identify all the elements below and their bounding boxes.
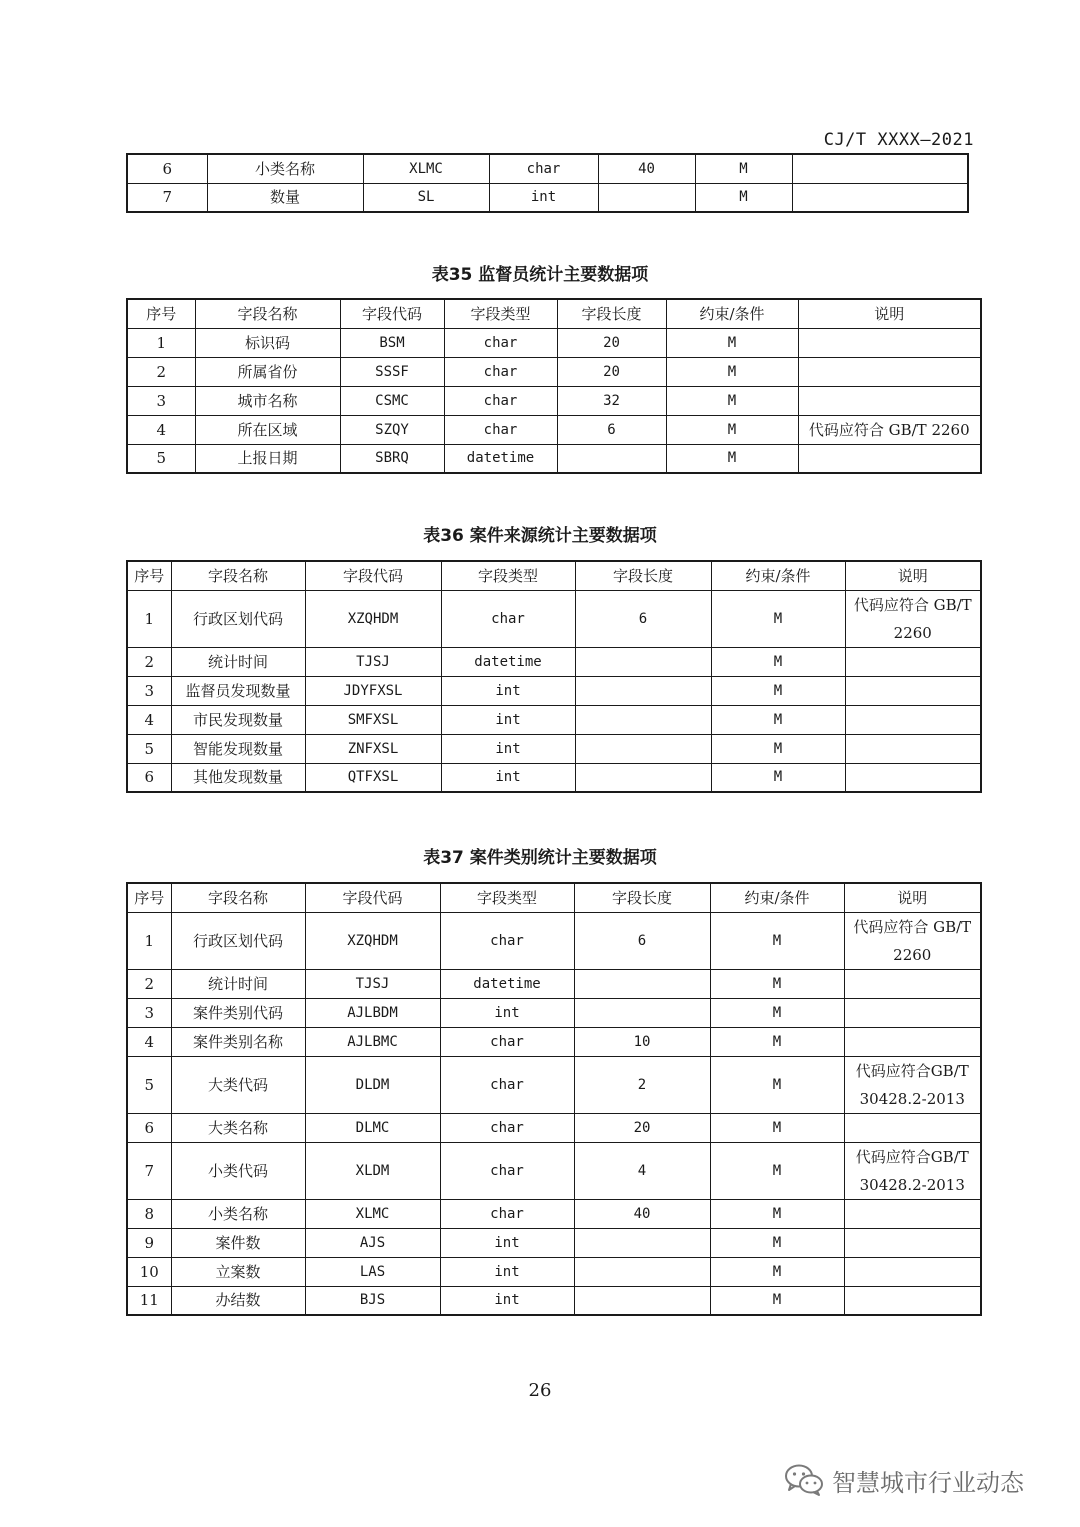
cell-field-type: int <box>441 734 575 763</box>
cell-field-code: LAS <box>305 1257 440 1286</box>
cell-field-length: 20 <box>574 1113 710 1142</box>
cell-seq: 5 <box>127 444 195 473</box>
cell-field-type: char <box>440 1027 574 1056</box>
cell-constraint: M <box>710 1228 844 1257</box>
cell-seq: 3 <box>127 386 195 415</box>
cell-field-code: SBRQ <box>340 444 444 473</box>
table35-body <box>127 328 981 473</box>
cell-constraint: M <box>711 590 845 647</box>
cell-note <box>844 1199 981 1228</box>
cell-field-length: 6 <box>557 415 666 444</box>
cell-field-type: char <box>444 386 557 415</box>
cell-field-length <box>575 647 711 676</box>
column-header: 约束/条件 <box>711 561 845 590</box>
cell-field-type: int <box>440 1228 574 1257</box>
cell-constraint: M <box>666 357 798 386</box>
cell-seq: 9 <box>127 1228 171 1257</box>
cell-constraint: M <box>695 154 792 183</box>
cell-field-type: int <box>440 1286 574 1315</box>
table-row <box>127 386 981 415</box>
cell-seq: 1 <box>127 912 171 969</box>
cell-field-name: 行政区划代码 <box>171 912 305 969</box>
cell-field-code: SSSF <box>340 357 444 386</box>
column-header: 字段名称 <box>195 299 340 328</box>
cell-seq: 4 <box>127 705 171 734</box>
cell-constraint: M <box>711 734 845 763</box>
cell-constraint: M <box>711 647 845 676</box>
cell-constraint: M <box>710 969 844 998</box>
table35-caption: 表35 监督员统计主要数据项 <box>431 265 649 285</box>
table-row <box>127 912 981 969</box>
column-header: 字段名称 <box>171 561 305 590</box>
cell-note <box>798 444 981 473</box>
cell-note <box>844 998 981 1027</box>
cell-field-name: 大类代码 <box>171 1056 305 1113</box>
cell-field-name: 行政区划代码 <box>171 590 305 647</box>
cell-field-length <box>574 969 710 998</box>
table37-header <box>127 883 981 912</box>
column-header: 约束/条件 <box>666 299 798 328</box>
cell-field-length: 6 <box>575 590 711 647</box>
table-row <box>127 647 981 676</box>
table-row <box>127 1027 981 1056</box>
cell-field-length: 4 <box>574 1142 710 1199</box>
table-row <box>127 1257 981 1286</box>
table-row <box>127 444 981 473</box>
cell-constraint: M <box>666 328 798 357</box>
cell-note: 代码应符合 GB/T 2260 <box>798 415 981 444</box>
table-row <box>127 1142 981 1199</box>
cell-seq: 4 <box>127 1027 171 1056</box>
table37 <box>126 882 982 1316</box>
column-header: 约束/条件 <box>710 883 844 912</box>
cell-field-type: char <box>440 1199 574 1228</box>
column-header: 字段长度 <box>557 299 666 328</box>
cell-constraint: M <box>666 386 798 415</box>
cell-field-length <box>557 444 666 473</box>
cell-note: 代码应符合GB/T 30428.2-2013 <box>844 1142 981 1199</box>
cell-note: 代码应符合 GB/T 2260 <box>845 590 981 647</box>
column-header: 字段代码 <box>305 561 441 590</box>
cell-field-code: XLMC <box>305 1199 440 1228</box>
cell-field-length <box>575 705 711 734</box>
cell-constraint: M <box>710 1027 844 1056</box>
cell-seq: 1 <box>127 590 171 647</box>
header-row <box>127 561 981 590</box>
cell-field-length <box>575 676 711 705</box>
table35 <box>126 298 982 474</box>
table-row <box>127 183 968 212</box>
cell-field-name: 立案数 <box>171 1257 305 1286</box>
cell-field-code: XLDM <box>305 1142 440 1199</box>
cell-field-length: 2 <box>574 1056 710 1113</box>
column-header: 序号 <box>127 299 195 328</box>
cell-seq: 3 <box>127 998 171 1027</box>
column-header: 字段长度 <box>574 883 710 912</box>
table-row <box>127 1228 981 1257</box>
standard-code: CJ/T XXXX—2021 <box>823 130 974 150</box>
column-header: 字段类型 <box>440 883 574 912</box>
cell-seq: 6 <box>127 763 171 792</box>
cell-seq: 4 <box>127 415 195 444</box>
table37-body <box>127 912 981 1315</box>
continued-table <box>126 153 969 213</box>
cell-constraint: M <box>710 1257 844 1286</box>
header-row <box>127 299 981 328</box>
cell-note <box>844 969 981 998</box>
cell-note <box>798 386 981 415</box>
cell-seq: 5 <box>127 734 171 763</box>
table-row <box>127 676 981 705</box>
cell-field-name: 数量 <box>207 183 363 212</box>
cell-field-code: AJS <box>305 1228 440 1257</box>
cell-field-type: int <box>440 1257 574 1286</box>
cell-field-name: 统计时间 <box>171 647 305 676</box>
cell-field-length <box>575 763 711 792</box>
table-row <box>127 1113 981 1142</box>
cell-field-name: 标识码 <box>195 328 340 357</box>
cell-note <box>845 676 981 705</box>
table37-caption: 表37 案件类别统计主要数据项 <box>423 848 657 868</box>
cell-note <box>792 183 968 212</box>
cell-seq: 3 <box>127 676 171 705</box>
column-header: 说明 <box>845 561 981 590</box>
cell-note <box>798 357 981 386</box>
cell-field-code: QTFXSL <box>305 763 441 792</box>
cell-field-name: 上报日期 <box>195 444 340 473</box>
column-header: 字段类型 <box>444 299 557 328</box>
cell-note <box>845 647 981 676</box>
cell-seq: 6 <box>127 154 207 183</box>
table-row <box>127 705 981 734</box>
table36-header <box>127 561 981 590</box>
cell-seq: 7 <box>127 1142 171 1199</box>
cell-field-name: 智能发现数量 <box>171 734 305 763</box>
cell-field-code: AJLBMC <box>305 1027 440 1056</box>
cell-field-type: char <box>440 1056 574 1113</box>
cell-constraint: M <box>695 183 792 212</box>
cell-constraint: M <box>710 1056 844 1113</box>
cell-note <box>845 763 981 792</box>
cell-constraint: M <box>710 1113 844 1142</box>
cell-field-name: 其他发现数量 <box>171 763 305 792</box>
cell-field-code: TJSJ <box>305 647 441 676</box>
column-header: 说明 <box>844 883 981 912</box>
cell-field-name: 大类名称 <box>171 1113 305 1142</box>
column-header: 说明 <box>798 299 981 328</box>
cell-field-type: datetime <box>441 647 575 676</box>
cell-field-type: datetime <box>440 969 574 998</box>
cell-field-code: TJSJ <box>305 969 440 998</box>
cell-constraint: M <box>711 676 845 705</box>
table-row <box>127 734 981 763</box>
cell-field-length <box>574 1257 710 1286</box>
cell-field-name: 办结数 <box>171 1286 305 1315</box>
cell-constraint: M <box>710 1142 844 1199</box>
cell-note <box>792 154 968 183</box>
cell-field-length: 6 <box>574 912 710 969</box>
table-row <box>127 1056 981 1113</box>
cell-field-type: char <box>444 357 557 386</box>
table-row <box>127 998 981 1027</box>
cell-note <box>845 705 981 734</box>
table-row <box>127 969 981 998</box>
cell-field-length: 32 <box>557 386 666 415</box>
table35-header <box>127 299 981 328</box>
cell-note <box>844 1286 981 1315</box>
table-row <box>127 357 981 386</box>
cell-field-name: 案件类别代码 <box>171 998 305 1027</box>
table36-caption: 表36 案件来源统计主要数据项 <box>423 526 657 546</box>
table-row <box>127 1286 981 1315</box>
table36 <box>126 560 982 793</box>
cell-field-type: int <box>489 183 598 212</box>
cell-field-length: 20 <box>557 357 666 386</box>
column-header: 序号 <box>127 883 171 912</box>
continued-table-body <box>127 154 968 212</box>
table-row <box>127 590 981 647</box>
cell-constraint: M <box>666 444 798 473</box>
cell-field-length: 10 <box>574 1027 710 1056</box>
cell-constraint: M <box>710 998 844 1027</box>
cell-field-code: XLMC <box>363 154 489 183</box>
cell-field-length: 20 <box>557 328 666 357</box>
cell-field-length <box>598 183 695 212</box>
cell-field-code: BJS <box>305 1286 440 1315</box>
column-header: 字段类型 <box>441 561 575 590</box>
cell-field-name: 所在区域 <box>195 415 340 444</box>
header-row <box>127 883 981 912</box>
page-number: 26 <box>528 1380 552 1401</box>
cell-seq: 7 <box>127 183 207 212</box>
cell-field-type: int <box>441 763 575 792</box>
cell-constraint: M <box>711 763 845 792</box>
cell-seq: 2 <box>127 357 195 386</box>
table-row <box>127 415 981 444</box>
cell-field-type: char <box>444 328 557 357</box>
cell-constraint: M <box>710 1286 844 1315</box>
column-header: 序号 <box>127 561 171 590</box>
cell-field-length <box>574 998 710 1027</box>
watermark <box>784 1460 1024 1500</box>
cell-field-length <box>575 734 711 763</box>
cell-seq: 8 <box>127 1199 171 1228</box>
table-row <box>127 1199 981 1228</box>
cell-field-name: 案件数 <box>171 1228 305 1257</box>
cell-constraint: M <box>666 415 798 444</box>
column-header: 字段代码 <box>340 299 444 328</box>
cell-field-code: BSM <box>340 328 444 357</box>
cell-field-name: 小类代码 <box>171 1142 305 1199</box>
cell-note <box>844 1257 981 1286</box>
cell-field-name: 所属省份 <box>195 357 340 386</box>
cell-field-name: 小类名称 <box>171 1199 305 1228</box>
cell-note <box>844 1228 981 1257</box>
wechat-icon <box>784 1463 824 1497</box>
cell-field-type: char <box>489 154 598 183</box>
cell-field-length: 40 <box>598 154 695 183</box>
cell-field-code: CSMC <box>340 386 444 415</box>
cell-seq: 5 <box>127 1056 171 1113</box>
cell-field-code: ZNFXSL <box>305 734 441 763</box>
column-header: 字段长度 <box>575 561 711 590</box>
cell-constraint: M <box>710 1199 844 1228</box>
cell-field-type: char <box>440 912 574 969</box>
cell-note <box>798 328 981 357</box>
cell-field-code: SL <box>363 183 489 212</box>
cell-field-code: JDYFXSL <box>305 676 441 705</box>
cell-field-name: 小类名称 <box>207 154 363 183</box>
cell-field-type: char <box>440 1113 574 1142</box>
table-row <box>127 763 981 792</box>
cell-field-type: char <box>441 590 575 647</box>
column-header: 字段代码 <box>305 883 440 912</box>
cell-field-length: 40 <box>574 1199 710 1228</box>
table-row <box>127 328 981 357</box>
cell-field-type: char <box>444 415 557 444</box>
cell-field-code: AJLBDM <box>305 998 440 1027</box>
cell-note <box>844 1113 981 1142</box>
cell-field-name: 监督员发现数量 <box>171 676 305 705</box>
cell-seq: 2 <box>127 647 171 676</box>
cell-field-code: DLDM <box>305 1056 440 1113</box>
cell-constraint: M <box>711 705 845 734</box>
table36-body <box>127 590 981 792</box>
cell-field-type: datetime <box>444 444 557 473</box>
cell-seq: 10 <box>127 1257 171 1286</box>
cell-note <box>844 1027 981 1056</box>
cell-seq: 2 <box>127 969 171 998</box>
cell-field-type: int <box>441 705 575 734</box>
cell-field-length <box>574 1286 710 1315</box>
cell-note: 代码应符合GB/T 30428.2-2013 <box>844 1056 981 1113</box>
cell-constraint: M <box>710 912 844 969</box>
cell-note: 代码应符合 GB/T 2260 <box>844 912 981 969</box>
column-header: 字段名称 <box>171 883 305 912</box>
cell-field-code: XZQHDM <box>305 912 440 969</box>
cell-field-name: 统计时间 <box>171 969 305 998</box>
cell-field-name: 城市名称 <box>195 386 340 415</box>
cell-seq: 6 <box>127 1113 171 1142</box>
cell-field-code: SMFXSL <box>305 705 441 734</box>
cell-field-type: int <box>441 676 575 705</box>
cell-field-type: char <box>440 1142 574 1199</box>
cell-field-code: SZQY <box>340 415 444 444</box>
cell-seq: 11 <box>127 1286 171 1315</box>
cell-field-name: 案件类别名称 <box>171 1027 305 1056</box>
cell-field-code: DLMC <box>305 1113 440 1142</box>
watermark-text: 智慧城市行业动态 <box>832 1468 1024 1497</box>
cell-field-type: int <box>440 998 574 1027</box>
cell-field-length <box>574 1228 710 1257</box>
cell-note <box>845 734 981 763</box>
cell-field-code: XZQHDM <box>305 590 441 647</box>
cell-field-name: 市民发现数量 <box>171 705 305 734</box>
table-row <box>127 154 968 183</box>
cell-seq: 1 <box>127 328 195 357</box>
